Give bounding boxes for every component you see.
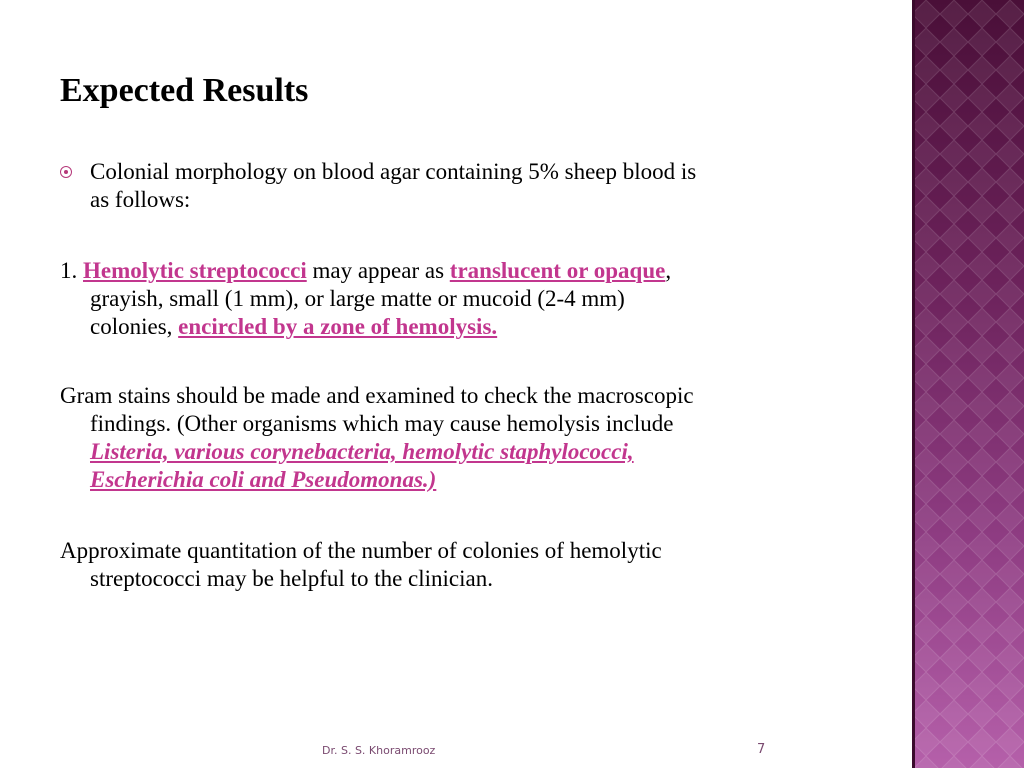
bullet-line-1: Colonial morphology on blood agar containing 5% sheep blood is [90,159,697,184]
term-zone-of-hemolysis: encircled by a zone of hemolysis. [178,314,498,339]
term-hemolytic-streptococci: Hemolytic streptococci [83,258,307,283]
gram-line-3-wrap [60,438,860,466]
gram-line-4: Escherichia coli and Pseudomonas.) [90,467,437,492]
gram-line-3: Listeria, various corynebacteria, hemolytic staphylococci, [90,439,634,464]
approx-line-1: Approximate quantitation of the number of colonies of hemolytic [60,538,662,563]
item-1-mid-text: may appear as [312,258,445,283]
term-translucent-or-opaque: translucent or opaque [449,258,666,283]
page-number: 7 [757,742,766,757]
gram-line-1: Gram stains should be made and examined to check the macroscopic [60,383,694,408]
item-1-paragraph [60,257,860,341]
gram-line-2: findings. (Other organisms which may cause hemolysis include [90,411,674,436]
item-1-line-2: grayish, small (1 mm), or large matte or mucoid (2-4 mm) [90,286,625,311]
item-1-line-3-prefix: colonies, [90,314,173,339]
item-1-comma: , [665,258,672,283]
side-panel-divider [912,0,915,768]
circle-bullet-icon [60,166,72,178]
bullet-line-2: as follows: [90,187,191,212]
slide-title: Expected Results [60,72,309,109]
item-1-line-3 [60,313,860,341]
bullet-paragraph [60,158,860,214]
diamond-pattern-icon [912,0,1024,768]
quantitation-paragraph [60,537,860,593]
gram-stain-paragraph [60,382,860,494]
footer-author: Dr. S. S. Khoramrooz [322,744,436,757]
approx-line-2: streptococci may be helpful to the clinician. [90,566,493,591]
gram-line-4-wrap [60,466,860,494]
item-1-number: 1. [60,258,78,283]
decorative-side-panel [912,0,1024,768]
